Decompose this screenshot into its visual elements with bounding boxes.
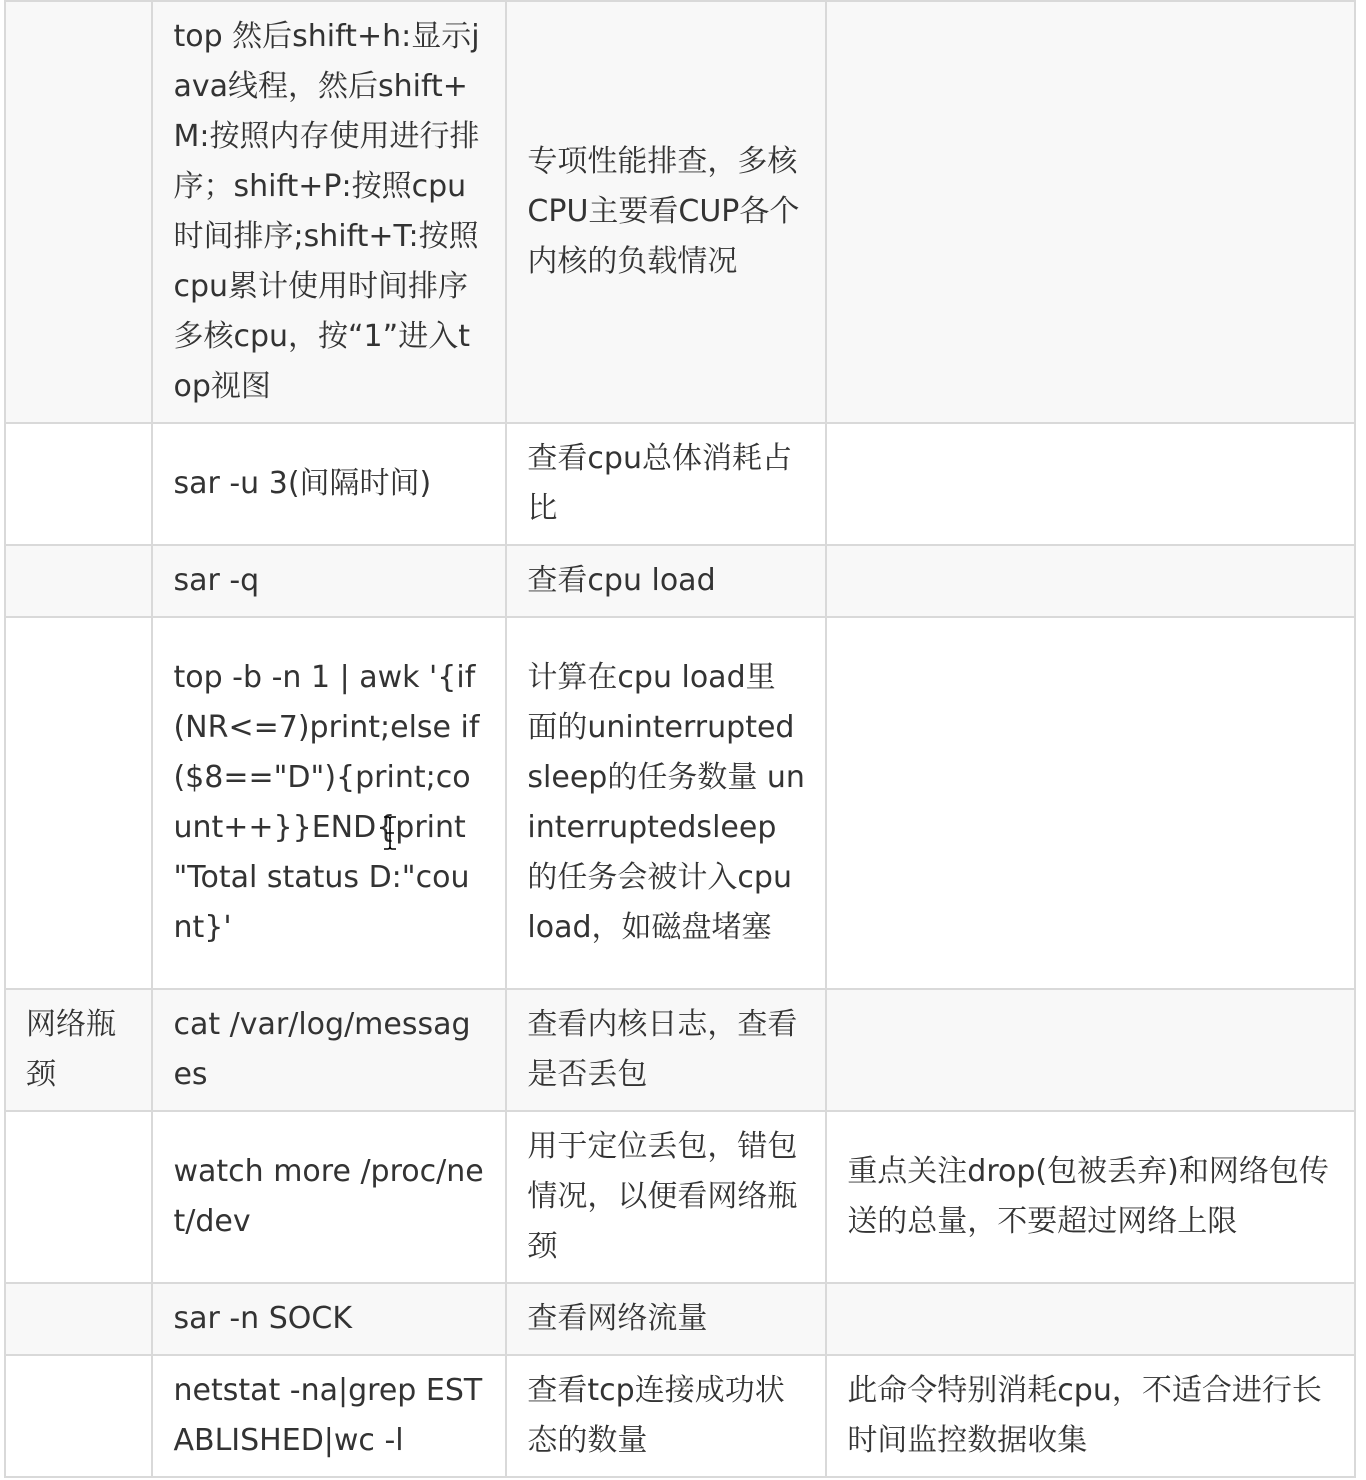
command-cell: cat /var/log/messages [152,989,506,1111]
note-cell: 此命令特别消耗cpu，不适合进行长时间监控数据收集 [826,1355,1355,1477]
command-table [4,0,1356,1478]
category-cell [5,1111,152,1283]
description-cell: 查看cpu总体消耗占比 [506,423,826,545]
text-cursor-icon [383,816,397,850]
command-cell: sar -u 3(间隔时间) [152,423,506,545]
command-cell: top 然后shift+h:显示java线程，然后shift+M:按照内存使用进行排序；shift+P:按照cpu时间排序;shift+T:按照cpu累计使用时间排序多核cpu，按“1”进入top视图 [152,1,506,423]
command-cell: sar -n SOCK [152,1283,506,1355]
command-cell: top -b -n 1 | awk '{if (NR<=7)print;else if($8=="D"){print;count++}}END{print "Total status D:"count}' [152,617,506,989]
category-cell [5,423,152,545]
command-cell: watch more /proc/net/dev [152,1111,506,1283]
table-row [5,1355,1355,1477]
note-cell [826,1,1355,423]
table-row [5,1283,1355,1355]
table-row [5,423,1355,545]
category-cell [5,1355,152,1477]
table-row [5,545,1355,617]
category-cell [5,545,152,617]
category-cell [5,1,152,423]
category-cell [5,1283,152,1355]
description-cell: 查看cpu load [506,545,826,617]
table-row [5,617,1355,989]
description-cell: 用于定位丢包，错包情况，以便看网络瓶颈 [506,1111,826,1283]
category-cell [5,617,152,989]
description-cell: 查看内核日志，查看是否丢包 [506,989,826,1111]
command-cell: netstat -na|grep ESTABLISHED|wc -l [152,1355,506,1477]
table-row [5,1111,1355,1283]
description-cell: 专项性能排查，多核CPU主要看CUP各个内核的负载情况 [506,1,826,423]
table-row [5,1,1355,423]
description-cell: 查看tcp连接成功状态的数量 [506,1355,826,1477]
note-cell [826,617,1355,989]
description-cell: 计算在cpu load里面的uninterrupted sleep的任务数量 uninterruptedsleep的任务会被计入cpu load，如磁盘堵塞 [506,617,826,989]
note-cell [826,545,1355,617]
note-cell [826,1283,1355,1355]
table-row [5,989,1355,1111]
note-cell: 重点关注drop(包被丢弃)和网络包传送的总量，不要超过网络上限 [826,1111,1355,1283]
command-cell: sar -q [152,545,506,617]
note-cell [826,423,1355,545]
category-cell: 网络瓶颈 [5,989,152,1111]
description-cell: 查看网络流量 [506,1283,826,1355]
note-cell [826,989,1355,1111]
